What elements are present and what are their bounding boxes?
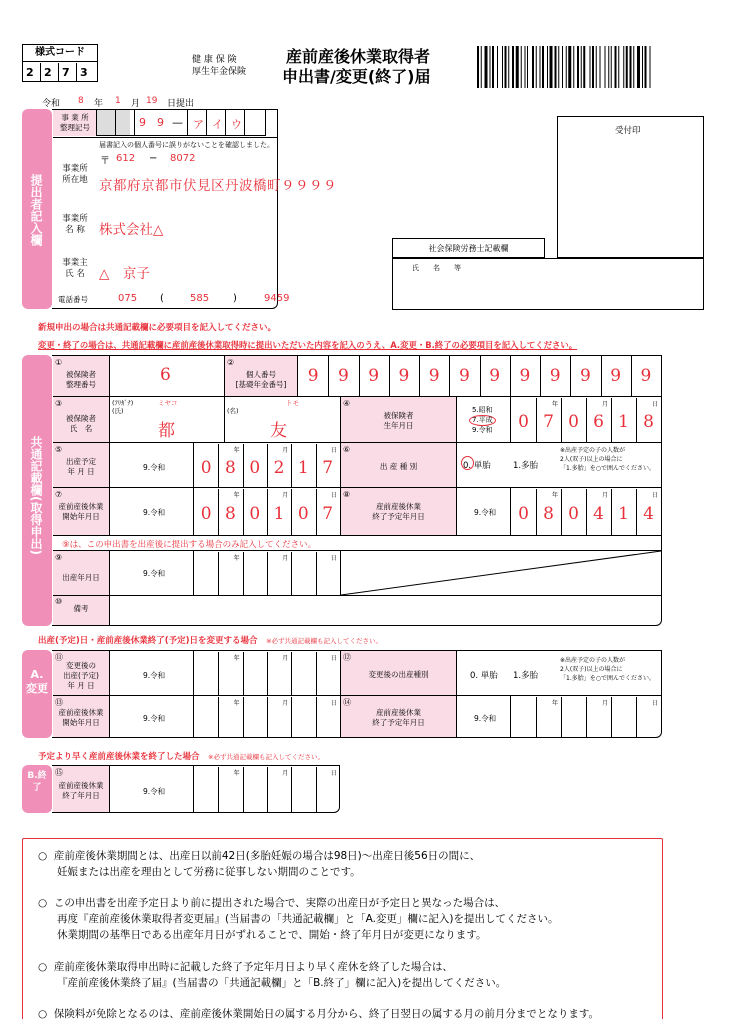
form-code-digit: 2 xyxy=(44,66,52,79)
barcode-bar xyxy=(577,46,579,88)
field-5-number: ⑤ xyxy=(55,445,63,454)
personal-number-digit: 9 xyxy=(337,366,349,386)
field-9-label: 出産年月日 xyxy=(62,573,100,582)
date-unit-label: 月 xyxy=(602,401,609,408)
sharoushi-label: 社会保険労務士記載欄 xyxy=(428,244,509,253)
end-band-label: B.終了 xyxy=(27,771,47,793)
field-8-number: ⑧ xyxy=(343,490,351,499)
date-unit-label: 日 xyxy=(330,700,337,707)
digit-cell: 0 xyxy=(249,457,261,478)
personal-number-digit: 9 xyxy=(368,366,380,386)
phone-part-2: 585 xyxy=(190,293,210,304)
barcode-bar xyxy=(540,46,541,88)
common-band-label: 共通記載欄(取得申出) xyxy=(29,435,43,555)
barcode-bar xyxy=(581,46,582,88)
field-14-label: 産前産後休業 終了予定年月日 xyxy=(372,708,425,727)
personal-number-digit: 9 xyxy=(428,366,440,386)
barcode-bar xyxy=(477,46,479,88)
field-15-number: ⑮ xyxy=(55,768,63,777)
bullet-icon: ○ xyxy=(38,961,48,973)
changed-birth-type-single: 0. 単胎 xyxy=(470,671,498,681)
submission-day: 19 xyxy=(146,96,158,106)
info-2-line-3: 休業期間の基準日である出産年月日がずれることで、開始・終了年月日が変更になります。 xyxy=(57,929,487,941)
field-7-label: 産前産後休業 開始年月日 xyxy=(58,502,104,521)
digit-cell: 1 xyxy=(273,504,285,524)
field-12-number: ⑫ xyxy=(343,653,351,662)
barcode-bar xyxy=(536,46,537,88)
postal-dash: − xyxy=(149,153,158,164)
page-title-line2: 申出書/変更(終了)届 xyxy=(282,67,431,86)
furigana-mei: トモ xyxy=(286,399,299,407)
field-14-era: 9.令和 xyxy=(474,714,497,723)
change-band-label: A.変更 xyxy=(26,668,48,695)
field-4-number: ④ xyxy=(343,399,351,408)
digit-cell: 0 xyxy=(568,412,579,432)
info-3-line-2: 『産前産後休業終了届』(当届書の「共通記載欄」と「B.終了」欄に記入)を提出してください。 xyxy=(57,977,507,989)
change-heading xyxy=(38,634,382,646)
change-heading-note: ※必ず共通記載欄も記入してください。 xyxy=(266,637,383,645)
sharoushi-name-label: 氏 名 等 xyxy=(412,264,461,272)
office-name: 株式会社△ xyxy=(99,222,164,238)
barcode-bar xyxy=(592,46,594,88)
field-2-number: ② xyxy=(227,358,235,367)
end-heading xyxy=(38,750,324,762)
field-13-number: ⑬ xyxy=(55,698,63,707)
field-12-note: ※出産予定の子の人数が 2人(双子)以上の場合に 「1.多胎」を○で囲んでください。 xyxy=(560,657,655,682)
field-14-number: ⑭ xyxy=(343,698,351,707)
office-code-char: 9 xyxy=(157,116,164,129)
info-2-line-2: 再度『産前産後休業取得者変更届』(当届書の「共通記載欄」と「A.変更」欄に記入)を提出してください。 xyxy=(57,913,559,925)
date-unit-label: 月 xyxy=(282,447,289,454)
digit-cell: 0 xyxy=(200,457,212,478)
info-paragraph-3 xyxy=(38,959,506,991)
barcode-bar xyxy=(508,46,509,88)
date-unit-label: 年 xyxy=(233,447,240,454)
barcode-bar xyxy=(573,46,574,88)
date-unit-label: 年 xyxy=(233,492,240,499)
date-unit-label: 日 xyxy=(330,447,337,454)
barcode-bar xyxy=(590,46,591,88)
form-code-label: 様式コード xyxy=(22,45,98,62)
submission-year: 8 xyxy=(78,96,84,106)
barcode-bar xyxy=(566,46,567,88)
receipt-stamp-box xyxy=(557,116,704,258)
form-code-digit: 3 xyxy=(80,66,88,79)
digit-cell: 2 xyxy=(273,457,285,478)
field-13-label: 産前産後休業 開始年月日 xyxy=(58,708,104,727)
field-12-label: 変更後の出産種別 xyxy=(368,670,429,679)
field-9-era: 9.令和 xyxy=(143,569,166,578)
barcode-bar xyxy=(521,46,522,88)
office-code-label: 事 業 所 整理記号 xyxy=(60,113,90,132)
phone-part-1: 075 xyxy=(118,293,138,304)
barcode-bar xyxy=(630,46,632,88)
confirm-text: 届書記入の個人番号に誤りがないことを確認しました。 xyxy=(99,141,274,149)
field-9-strike-line xyxy=(341,551,661,595)
barcode-bar xyxy=(650,46,651,88)
submission-month: 1 xyxy=(115,96,121,106)
barcode-bar xyxy=(532,46,534,88)
after-birth-note: ⑨は、この申出書を出産後に提出する場合のみ記入してください。 xyxy=(62,540,317,550)
barcode-bar xyxy=(550,46,553,88)
field-13-era: 9.令和 xyxy=(143,714,166,723)
office-code-char: — xyxy=(172,116,183,129)
barcode-bar xyxy=(562,46,563,88)
submitter-band-label: 提出者記入欄 xyxy=(29,174,43,246)
date-unit-label: 月 xyxy=(282,655,289,662)
digit-cell: 4 xyxy=(593,504,604,524)
owner-name: △ 京子 xyxy=(99,266,150,282)
digit-cell: 0 xyxy=(518,504,529,524)
digit-cell: 4 xyxy=(643,504,654,524)
date-unit-label: 日 xyxy=(330,555,337,562)
barcode-bar xyxy=(626,46,628,88)
office-name-label: 事業所 名 称 xyxy=(62,214,88,235)
change-heading-text: 出産(予定)日・産前産後休業終了(予定)日を変更する場合 xyxy=(38,636,258,646)
sei-label: (氏) xyxy=(112,407,124,415)
digit-cell: 1 xyxy=(297,457,309,478)
digit-cell: 8 xyxy=(543,504,554,524)
date-unit-label: 月 xyxy=(602,700,609,707)
date-unit-label: 日 xyxy=(330,492,337,499)
field-11-number: ⑪ xyxy=(55,653,63,662)
info-paragraph-2 xyxy=(38,895,559,943)
barcode-bar xyxy=(547,46,548,88)
field-9-number: ⑨ xyxy=(55,553,63,562)
digit-cell: 1 xyxy=(618,412,629,432)
mei-label: (名) xyxy=(227,407,239,415)
info-3-line-1: 産前産後休業取得申出時に記載した終了予定年月日より早く産休を終了した場合は、 xyxy=(53,961,453,973)
barcode-bar xyxy=(505,46,507,88)
office-code-char: ウ xyxy=(231,118,242,131)
digit-cell: 8 xyxy=(643,412,654,432)
digit-cell: 8 xyxy=(225,504,236,524)
barcode-bar xyxy=(637,46,640,88)
bullet-icon: ○ xyxy=(38,850,48,862)
date-unit-label: 月 xyxy=(602,492,609,499)
digit-cell: 1 xyxy=(618,504,629,524)
date-unit-label: 年 xyxy=(552,492,559,499)
barcode-image xyxy=(477,46,702,88)
field-3-number: ③ xyxy=(55,399,63,408)
barcode-bar xyxy=(490,46,491,88)
info-1-line-2: 妊娠または出産を理由として労務に従事しない期間のことです。 xyxy=(57,866,361,878)
receipt-stamp-label: 受付印 xyxy=(615,126,641,136)
digit-cell: 0 xyxy=(249,504,261,524)
date-unit-label: 年 xyxy=(233,770,240,777)
era-option-reiwa: 9.令和 xyxy=(472,426,493,434)
date-unit-label: 日 xyxy=(330,770,337,777)
owner-label: 事業主 氏 名 xyxy=(62,258,88,279)
page-title-line1: 産前産後休業取得者 xyxy=(286,47,431,66)
digit-cell: 0 xyxy=(518,412,529,432)
barcode-bar xyxy=(542,46,544,88)
date-unit-label: 月 xyxy=(282,770,289,777)
field-4-label: 被保険者 生年月日 xyxy=(383,411,414,430)
barcode-bar xyxy=(605,46,606,88)
field-15-era: 9.令和 xyxy=(143,787,166,796)
birth-type-multiple: 1.多胎 xyxy=(513,461,539,471)
field-3-label: 被保険者 氏 名 xyxy=(66,414,96,433)
end-heading-note: ※必ず共通記載欄も記入してください。 xyxy=(208,753,324,761)
personal-number-digit: 9 xyxy=(579,366,591,386)
digit-cell: 0 xyxy=(297,504,309,524)
field-1-number: ① xyxy=(55,358,63,367)
barcode-bar xyxy=(645,46,647,88)
personal-number-digit: 9 xyxy=(458,366,470,386)
birth-type-single: 0. 単胎 xyxy=(463,461,491,471)
digit-cell: 0 xyxy=(568,504,579,524)
date-unit-label: 日 xyxy=(652,492,659,499)
date-unit-label: 年 xyxy=(552,700,559,707)
end-heading-text: 予定より早く産前産後休業を終了した場合 xyxy=(38,752,200,762)
field-6-label: 出 産 種 別 xyxy=(379,462,418,471)
personal-number-digit: 9 xyxy=(519,366,531,386)
field-1-label: 被保険者 整理番号 xyxy=(66,370,96,389)
personal-number-digit: 9 xyxy=(610,366,622,386)
barcode-bar xyxy=(608,46,609,88)
info-4-line-1: 保険料が免除となるのは、産前産後休業開始日の属する月分から、終了日翌日の属する月の前月分までとなります。 xyxy=(53,1008,600,1019)
address-label: 事業所 所在地 xyxy=(62,164,88,185)
era-option-showa: 5.昭和 xyxy=(472,406,493,414)
barcode-bar xyxy=(615,46,617,88)
insured-sei: 都 xyxy=(158,421,175,441)
field-10-number: ⑩ xyxy=(55,597,63,606)
postal-code-2: 8072 xyxy=(170,153,196,164)
submission-year-unit: 年 xyxy=(94,99,104,109)
field-8-era: 9.令和 xyxy=(474,508,497,517)
barcode-bar xyxy=(596,46,597,88)
phone-paren-close: ) xyxy=(233,293,237,304)
barcode-bar xyxy=(525,46,526,88)
date-unit-label: 年 xyxy=(552,401,559,408)
personal-number-digit: 9 xyxy=(549,366,561,386)
bullet-icon: ○ xyxy=(38,897,48,909)
field-6-note: ※出産予定の子の人数が 2人(双子)以上の場合に 「1.多胎」を○で囲んでください。 xyxy=(560,447,655,472)
barcode-bar xyxy=(558,46,559,88)
phone-label: 電話番号 xyxy=(58,295,88,304)
date-unit-label: 日 xyxy=(330,655,337,662)
form-code-digit: 2 xyxy=(26,66,34,79)
insurance-type-line1: 健 康 保 険 xyxy=(192,55,237,65)
digit-cell: 7 xyxy=(322,457,334,478)
date-unit-label: 日 xyxy=(652,700,659,707)
field-8-label: 産前産後休業 終了予定年月日 xyxy=(372,502,425,521)
personal-number-digit: 9 xyxy=(489,366,501,386)
barcode-bar xyxy=(583,46,585,88)
barcode-bar xyxy=(600,46,601,88)
submission-era: 令和 xyxy=(42,99,61,109)
furigana-label: (ﾌﾘｶﾞﾅ) xyxy=(112,399,134,407)
personal-number-digit: 9 xyxy=(307,366,319,386)
era-options xyxy=(472,406,496,435)
field-15-label: 産前産後休業 終了年月日 xyxy=(58,781,104,800)
digit-cell: 8 xyxy=(225,457,236,478)
date-unit-label: 月 xyxy=(282,700,289,707)
field-2-label: 個人番号 [基礎年金番号] xyxy=(235,370,287,389)
barcode-bar xyxy=(611,46,612,88)
field-7-number: ⑦ xyxy=(55,490,63,499)
barcode-bar xyxy=(492,46,494,88)
office-code-char: 9 xyxy=(139,116,146,129)
barcode-bar xyxy=(633,46,634,88)
field-5-era: 9.令和 xyxy=(143,463,166,472)
barcode-bar xyxy=(568,46,571,88)
barcode-bar xyxy=(497,46,498,88)
date-unit-label: 年 xyxy=(233,555,240,562)
form-code-digit: 7 xyxy=(62,66,70,79)
field-11-label: 変更後の 出産(予定) 年 月 日 xyxy=(63,661,99,690)
postal-mark: 〒 xyxy=(100,156,110,167)
note-new: 新規申出の場合は共通記載欄に必要項目を記入してください。 xyxy=(38,323,277,333)
personal-number-digit: 9 xyxy=(398,366,410,386)
personal-number-digit: 9 xyxy=(640,366,652,386)
barcode-bar xyxy=(555,46,557,88)
date-unit-label: 年 xyxy=(233,700,240,707)
field-6-number: ⑥ xyxy=(343,445,351,454)
postal-code-1: 612 xyxy=(116,153,136,164)
barcode-bar xyxy=(485,46,488,88)
barcode-bar xyxy=(527,46,528,88)
insured-mei: 友 xyxy=(270,421,287,441)
changed-birth-type-multiple: 1.多胎 xyxy=(513,671,539,681)
phone-part-3: 9459 xyxy=(264,293,290,304)
barcode-bar xyxy=(502,46,503,88)
barcode-bar xyxy=(623,46,624,88)
digit-cell: 0 xyxy=(200,504,212,524)
barcode-bar xyxy=(618,46,619,88)
submission-day-unit: 日提出 xyxy=(167,99,195,109)
digit-cell: 6 xyxy=(593,412,604,432)
info-paragraph-4 xyxy=(38,1006,599,1019)
barcode-bar xyxy=(481,46,482,88)
office-address: 京都府京都市伏見区丹波橋町９９９９ xyxy=(99,178,337,194)
date-unit-label: 月 xyxy=(282,492,289,499)
field-7-era: 9.令和 xyxy=(143,508,166,517)
office-code-char: ア xyxy=(193,118,204,131)
insurance-type-line2: 厚生年金保険 xyxy=(192,67,247,77)
bullet-icon: ○ xyxy=(38,1008,48,1019)
digit-cell: 7 xyxy=(322,504,334,524)
barcode-bar xyxy=(516,46,519,88)
info-1-line-1: 産前産後休業期間とは、出産日以前42日(多胎妊娠の場合は98日)～出産日後56日の間に、 xyxy=(53,850,481,862)
note-change: 変更・終了の場合は、共通記載欄に産前産後休業取得時に提出いただいた内容を記入のうえ、A.変更・B.終了の必要項目を記入してください。 xyxy=(38,340,578,350)
barcode-bar xyxy=(642,46,643,88)
date-unit-label: 年 xyxy=(233,655,240,662)
phone-paren-open: ( xyxy=(160,293,164,304)
furigana-sei: ミヤコ xyxy=(158,399,178,407)
date-unit-label: 月 xyxy=(282,555,289,562)
digit-cell: 7 xyxy=(543,412,554,432)
office-code-char: イ xyxy=(212,118,223,131)
submission-month-unit: 月 xyxy=(131,99,141,109)
field-10-label: 備考 xyxy=(73,604,89,613)
info-2-line-1: この申出書を出産予定日より前に提出された場合で、実際の出産日が予定日と異なった場合は、 xyxy=(53,897,506,909)
field-5-label: 出産予定 年 月 日 xyxy=(66,457,96,476)
era-option-heisei: 7.平成 xyxy=(469,415,496,426)
date-unit-label: 日 xyxy=(652,401,659,408)
info-paragraph-1 xyxy=(38,848,480,880)
field-11-era: 9.令和 xyxy=(143,671,166,680)
insured-number-value: 6 xyxy=(160,365,171,385)
barcode-bar xyxy=(512,46,514,88)
